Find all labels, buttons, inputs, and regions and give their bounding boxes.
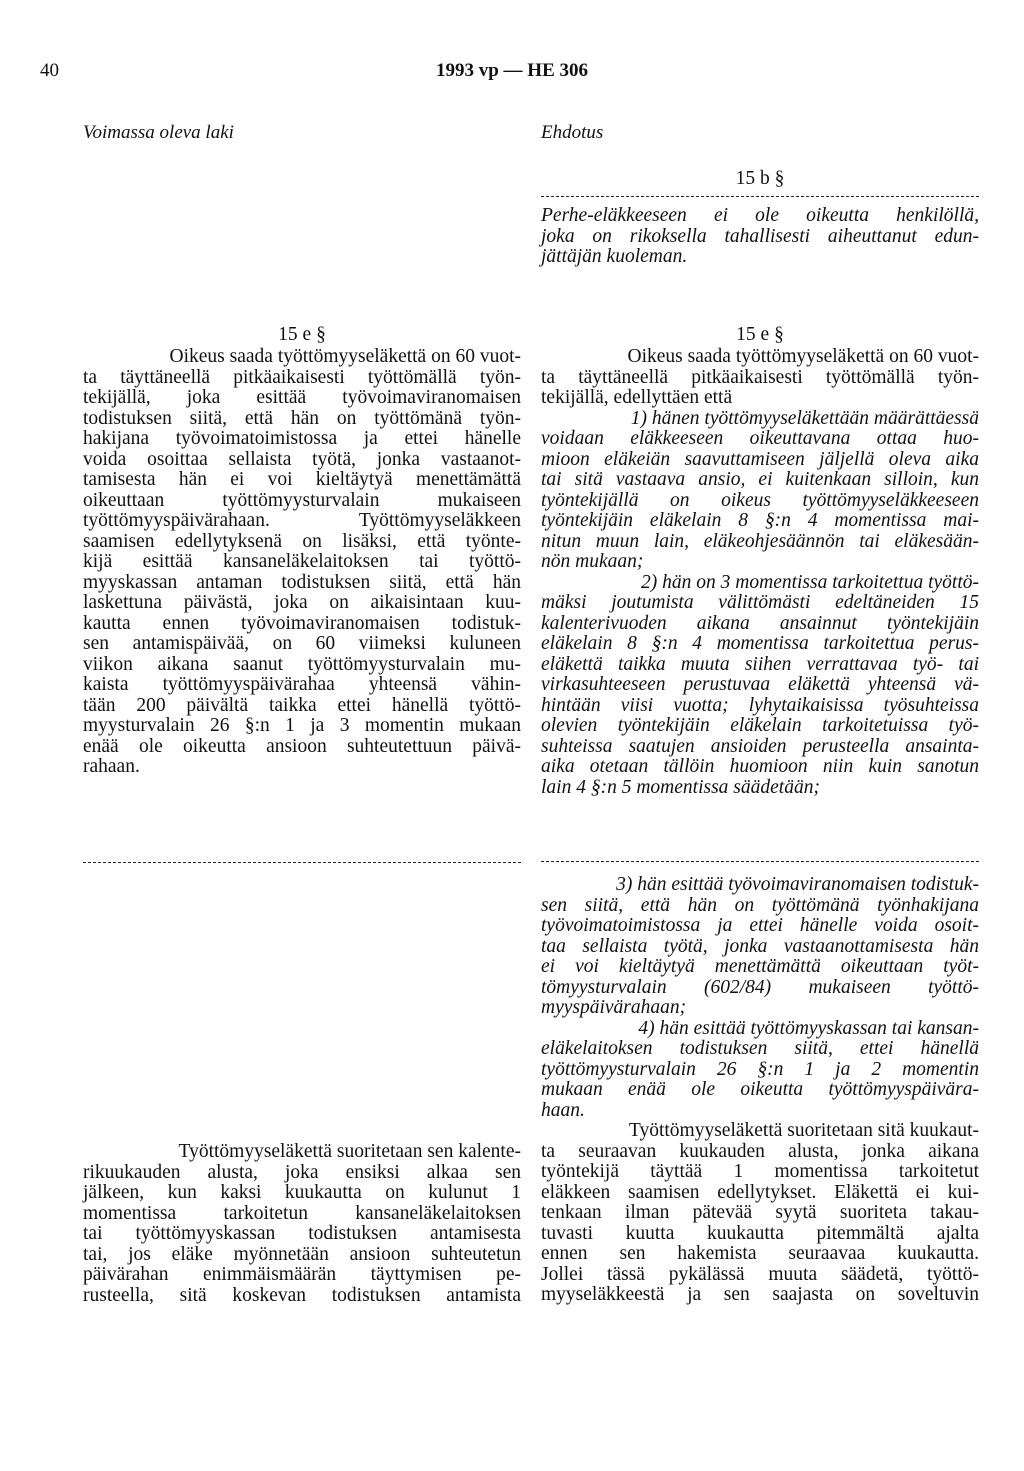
text-line: ennen sen hakemista seuraavaa kuukautta. [541,1243,979,1264]
text-line: nön mukaan; [541,551,644,572]
text-line: joka on rikoksella tahallisesti aiheuttanut edun- [541,225,979,247]
text-line: työvoimatoimistossa ja ettei hänelle voida osoit- [541,915,979,936]
text-line: mioon eläkeiän saavuttamiseen jäljellä oleva aika [541,448,979,470]
section-heading-15e-current: 15 e § [278,324,326,345]
left-column-title: Voimassa oleva laki [83,122,234,143]
text-line: myyspäivärahaan; [541,997,687,1018]
text-line: hakijana työvoimatoimistossa ja ettei hänelle [83,428,521,449]
omission-dashes [541,861,979,862]
text-line: jälkeen, kun kaksi kuukautta on kulunut 1 [83,1182,521,1203]
text-line: saamisen edellytyksenä on lisäksi, että työnte- [83,530,521,552]
text-line: työntekijällä on oikeus työttömyyseläkkeeseen [541,489,979,511]
text-line: mukaan enää ole oikeutta työttömyyspäivära- [541,1079,979,1100]
text-line: myyseläkkeestä ja sen saajasta on soveltuvin [541,1284,979,1305]
text-line: hintään viisi vuotta; lyhytaikaisissa työsuhteissa [541,694,979,716]
page-number: 40 [40,60,59,81]
section-heading-15e-proposal: 15 e § [736,324,784,345]
text-line: kijä esittää kansaneläkelaitoksen tai työttö- [83,551,521,572]
text-line: rikuukauden alusta, joka ensiksi alkaa sen [83,1161,521,1183]
text-line: aika otetaan tällöin huomioon niin kuin sanotun [541,756,979,777]
text-line: rusteella, sitä koskevan todistuksen antamista [83,1284,521,1306]
text-line: tekijällä, edellyttäen että [541,387,733,408]
text-line: työttömyyspäivärahaan. Työttömyyseläkkeen [83,510,521,531]
text-line: työntekijä täyttää 1 momentissa tarkoitetut [541,1161,979,1182]
text-line: voida osoittaa sellaista työtä, jonka vastaanot- [83,448,521,470]
text-line: eläkelain 8 §:n 4 momentissa tarkoitettua perus- [541,633,979,654]
text-line: tekijällä, joka esittää työvoimaviranomaisen [83,387,521,408]
text-line: ei voi kieltäytyä menettämättä oikeuttaan työt- [541,956,979,977]
text-line: Oikeus saada työttömyyseläkettä on 60 vuot- [169,346,521,367]
omission-dashes [541,196,979,197]
text-line: 4) hän esittää työttömyyskassan tai kansan- [638,1017,979,1039]
section-15b-text [541,206,979,268]
section-15e-proposal-text [541,347,979,798]
text-line: eläkkeen saamisen edellytykset. Eläkettä ei kui- [541,1181,979,1203]
text-line: nitun muun lain, eläkeohjesäännön tai eläkesään- [541,530,979,552]
text-line: kalenterivuoden aikana ansainnut työntekijäin [541,612,979,634]
text-line: tamisesta hän ei voi kieltäytyä menettämättä [83,469,521,490]
page-title: 1993 vp — HE 306 [435,60,589,81]
text-line: Työttömyyseläkettä suoritetaan sen kalente- [178,1141,521,1162]
text-line: tai sitä vastaava ansio, ei kuitenkaan silloin, kun [541,469,979,490]
text-line: laskettuna päivästä, joka on aikaisintaan kuu- [83,592,521,613]
paragraph-payment-current [83,1142,521,1306]
text-line: sen siitä, että hän on työttömänä työnhakijana [541,894,979,916]
omission-dashes [83,862,521,863]
text-line: viikon aikana saanut työttömyysturvalain mu- [83,653,521,675]
text-line: eläkettä taikka muuta siihen verrattavaa työ- tai [541,653,979,675]
text-line: enää ole oikeutta ansioon suhteutettuun päivä- [83,735,521,757]
text-line: 1) hänen työttömyyseläkettään määrättäessä [630,407,979,429]
text-line: Jollei tässä pykälässä muuta säädetä, työttö- [541,1263,979,1285]
text-line: myysturvalain 26 §:n 1 ja 3 momentin mukaan [83,715,521,736]
text-line: Perhe-eläkkeeseen ei ole oikeutta henkilöllä, [541,205,979,226]
text-line: tään 200 päivältä taikka ettei hänellä työttö- [83,694,521,716]
text-line: myyskassan antaman todistuksen siitä, että hän [83,571,521,593]
text-line: tai, jos eläke myönnetään ansioon suhteutetun [83,1243,521,1265]
section-heading-15b: 15 b § [735,168,785,189]
text-line: 2) hän on 3 momentissa tarkoitettua työttö- [641,571,979,593]
text-line: oikeuttaan työttömyysturvalain mukaiseen [83,489,521,511]
text-line: virkasuhteeseen perustuvaa eläkettä yhteensä vä- [541,674,979,695]
text-line: ta seuraavan kuukauden alusta, jonka aikana [541,1140,979,1162]
text-line: taa sellaista työtä, jonka vastaanottamisesta hän [541,935,979,957]
text-line: mäksi joutumista välittömästi edeltäneiden 15 [541,592,979,613]
text-line: momentissa tarkoitetun kansaneläkelaitoksen [83,1202,521,1224]
text-line: lain 4 §:n 5 momentissa säädetään; [541,776,820,798]
text-line: työntekijäin eläkelain 8 §:n 4 momentissa mai- [541,510,979,531]
text-line: voidaan eläkkeeseen oikeuttavana ottaa huo- [541,428,979,449]
text-line: tenkaan ilman pätevää syytä suoriteta takau- [541,1202,979,1223]
text-line: tai työttömyyskassan todistuksen antamisesta [83,1223,521,1244]
text-line: ta täyttäneellä pitkäaikaisesti työttömällä työn- [83,366,521,388]
text-line: todistuksen siitä, että hän on työttömänä työn- [83,407,521,429]
text-line: tömyysturvalain (602/84) mukaiseen työttö- [541,976,979,998]
text-line: kautta ennen työvoimaviranomaisen todistuk- [83,612,521,634]
text-line: sen antamispäivää, on 60 viimeksi kuluneen [83,633,521,654]
text-line: kaista työttömyyspäivärahaa yhteensä vähin- [83,674,521,695]
text-line: olevien työntekijäin eläkelain tarkoitetuissa työ- [541,715,979,736]
section-15e-current-text [83,347,521,778]
right-column-title: Ehdotus [541,122,604,143]
text-line: eläkelaitoksen todistuksen siitä, ettei hänellä [541,1038,979,1059]
text-line: 3) hän esittää työvoimaviranomaisen todistuk- [616,874,979,895]
text-line: tuvasti kuutta kuukautta pitemmältä ajalta [541,1222,979,1244]
text-line: ta täyttäneellä pitkäaikaisesti työttömällä työn- [541,366,979,388]
text-line: Työttömyyseläkettä suoritetaan sitä kuukaut- [628,1120,979,1141]
section-15e-proposal-text-continued [541,875,979,1306]
text-line: päivärahan enimmäismäärän täyttymisen pe- [83,1264,521,1285]
text-line: työttömyysturvalain 26 §:n 1 ja 2 momentin [541,1058,979,1080]
text-line: jättäjän kuoleman. [541,246,688,267]
text-line: Oikeus saada työttömyyseläkettä on 60 vuot- [627,346,979,367]
text-line: haan. [541,1099,585,1121]
text-line: suhteissa saatujen ansioiden perusteella ansainta- [541,735,979,757]
text-line: rahaan. [83,756,140,777]
